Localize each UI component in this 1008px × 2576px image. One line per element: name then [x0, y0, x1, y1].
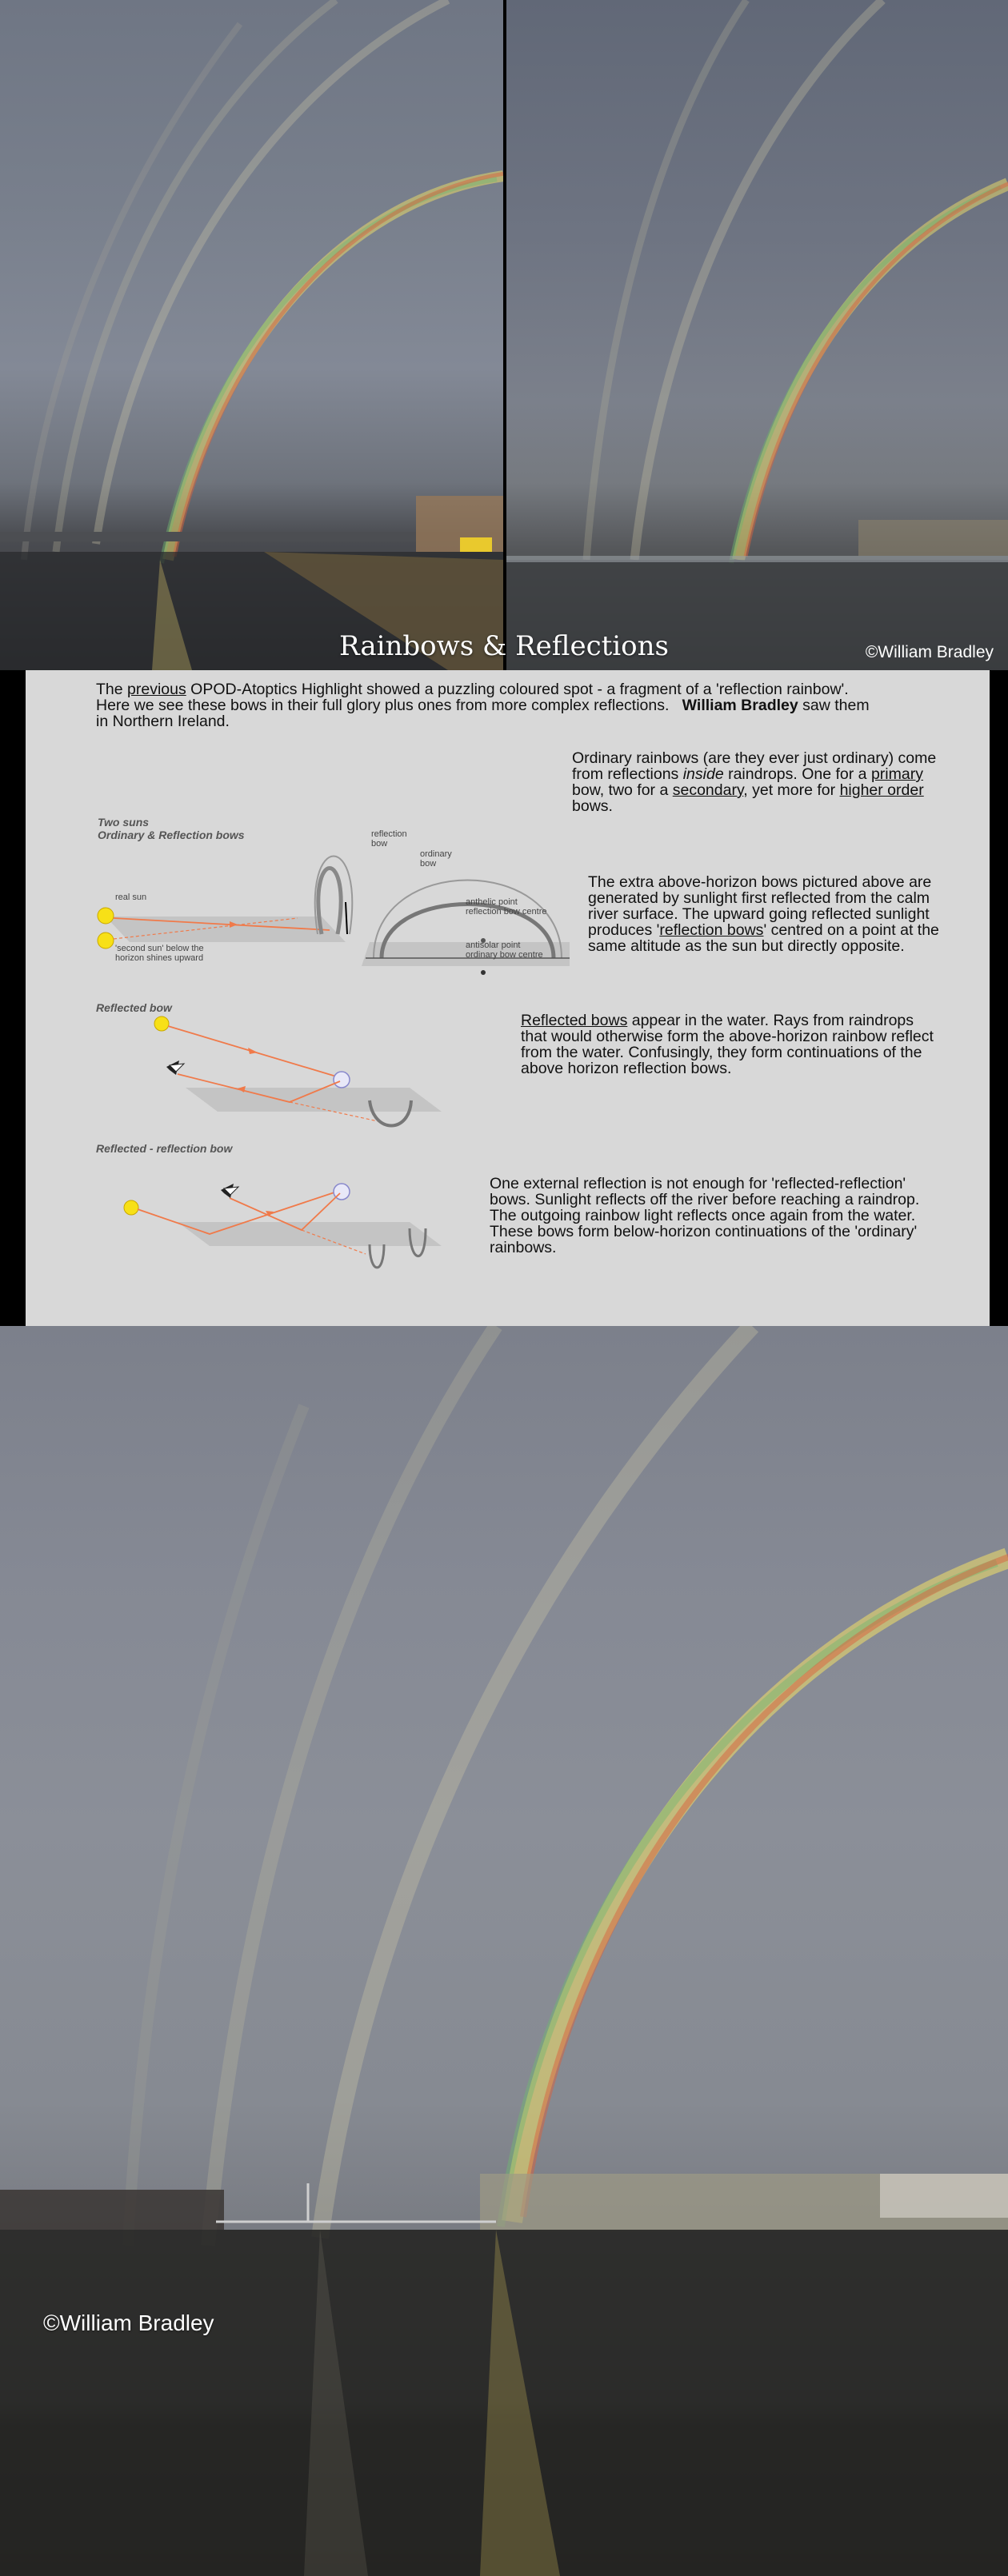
label-line: ordinary [420, 849, 452, 859]
secondary-link[interactable]: secondary [672, 781, 744, 799]
intro-line-2 [96, 697, 944, 713]
second-sun-icon [98, 933, 114, 949]
external-reflection-paragraph [490, 1176, 960, 1256]
photo-credit-bottom: ©William Bradley [43, 2310, 214, 2335]
label-line: anthelic point [466, 897, 518, 907]
text-line [572, 766, 960, 782]
diagram-reflected-reflection-bow [90, 1166, 474, 1278]
text: produces ' [588, 921, 660, 939]
raindrop-icon [334, 1072, 350, 1088]
sun-icon [154, 1016, 169, 1031]
text-line: generated by sunlight first reflected from the calm [588, 889, 930, 907]
intro-paragraph [96, 681, 944, 729]
intro-text: OPOD-Atoptics Highlight showed a puzzling coloured spot - a fragment of a 'reflection rainbow'. [186, 681, 849, 698]
text-line [588, 922, 960, 938]
text-line [521, 1012, 960, 1028]
text-line: that would otherwise form the above-horizon rainbow reflect [521, 1028, 934, 1045]
higher-order-link[interactable]: higher order [839, 781, 924, 799]
primary-rainbow-red [523, 1553, 1008, 2217]
label-second-sun [115, 944, 204, 963]
diagram-reflected-bow [90, 1014, 474, 1134]
text: from reflections [572, 765, 683, 783]
observer-mark [346, 902, 347, 934]
author-name: William Bradley [682, 697, 798, 714]
explanation-panel [26, 670, 990, 1326]
primary-link[interactable]: primary [870, 765, 923, 783]
text-line: Ordinary rainbows (are they ever just ordinary) come [572, 749, 937, 767]
primary-rainbow-green [501, 1563, 997, 2227]
text: bow, two for a [572, 781, 673, 799]
text-line: bows. [572, 797, 613, 815]
sun-icon [124, 1200, 138, 1215]
diagram-title-line: Two suns [98, 816, 150, 829]
label-line: bow [420, 859, 437, 869]
water-plane [186, 1088, 442, 1112]
label-antisolar-point [466, 941, 543, 960]
label-ordinary-bow [420, 849, 452, 869]
photo-credit-top: ©William Bradley [865, 643, 994, 661]
ordinary-paragraph [572, 750, 960, 814]
reflected-bows-paragraph [521, 1012, 960, 1076]
label-line: bow [371, 839, 388, 849]
text: raindrops. One for a [723, 765, 871, 783]
diagram3-title: Reflected - reflection bow [96, 1142, 233, 1155]
reflection-bow-arc [318, 869, 341, 935]
page-title: Rainbows & Reflections [338, 630, 669, 662]
text-line: from the water. Confusingly, they form continuations of the [521, 1044, 922, 1061]
diagram-title-line: Ordinary & Reflection bows [98, 829, 245, 841]
water-plane [178, 1222, 442, 1246]
text-line: river surface. The upward going reflected sunlight [588, 905, 930, 923]
photo-bottom-rainbows [0, 1326, 1008, 2576]
label-line: antisolar point [466, 941, 521, 950]
primary-rainbow-band [512, 1558, 1008, 2222]
text: ' centred on a point at the [763, 921, 939, 939]
label-line: reflection [371, 829, 407, 839]
intro-text: saw them [798, 697, 870, 714]
text-line: same altitude as the sun but directly opposite. [588, 937, 905, 955]
text-line: One external reflection is not enough for 'reflected-reflection' [490, 1175, 906, 1192]
left-riverbank [0, 2190, 224, 2230]
top-photo-band [0, 0, 1008, 670]
intro-text: Here we see these bows in their full glory plus ones from more complex reflections. [96, 697, 670, 714]
label-anthelic-point [466, 897, 547, 917]
label-reflection-bow [371, 829, 407, 849]
text-line: above horizon reflection bows. [521, 1060, 732, 1077]
text-line [572, 782, 960, 798]
label-line: 'second sun' below the [115, 944, 204, 953]
photo-right-rainbows [506, 0, 1008, 670]
building [880, 2174, 1008, 2218]
text-line: The outgoing rainbow light reflects once again from the water. [490, 1207, 916, 1224]
text-line: rainbows. [490, 1239, 557, 1256]
text: appear in the water. Rays from raindrops [627, 1012, 914, 1029]
intro-line-1 [96, 681, 944, 697]
diagram2-title: Reflected bow [96, 1001, 172, 1014]
reflection-bows-link[interactable]: reflection bows [659, 921, 764, 939]
intro-line-3: in Northern Ireland. [96, 713, 230, 730]
text-line: bows. Sunlight reflects off the river before reaching a raindrop. [490, 1191, 920, 1208]
photo-left-rainbows [0, 0, 503, 670]
reflected-reflection-bow-arc [370, 1244, 384, 1268]
label-line: reflection bow centre [466, 907, 547, 917]
emphasis: inside [682, 765, 724, 783]
text-line: These bows form below-horizon continuations of the 'ordinary' [490, 1223, 918, 1240]
antisolar-point-icon [481, 970, 486, 975]
text-line: The extra above-horizon bows pictured above are [588, 873, 932, 891]
real-sun-icon [98, 908, 114, 924]
label-line: ordinary bow centre [466, 950, 543, 960]
previous-link[interactable]: previous [127, 681, 186, 698]
extra-bows-paragraph [588, 874, 960, 954]
intro-text: The [96, 681, 128, 698]
label-real-sun: real sun [115, 893, 147, 902]
text: , yet more for [743, 781, 840, 799]
label-line: horizon shines upward [115, 953, 204, 963]
reflected-bows-link[interactable]: Reflected bows [521, 1012, 628, 1029]
